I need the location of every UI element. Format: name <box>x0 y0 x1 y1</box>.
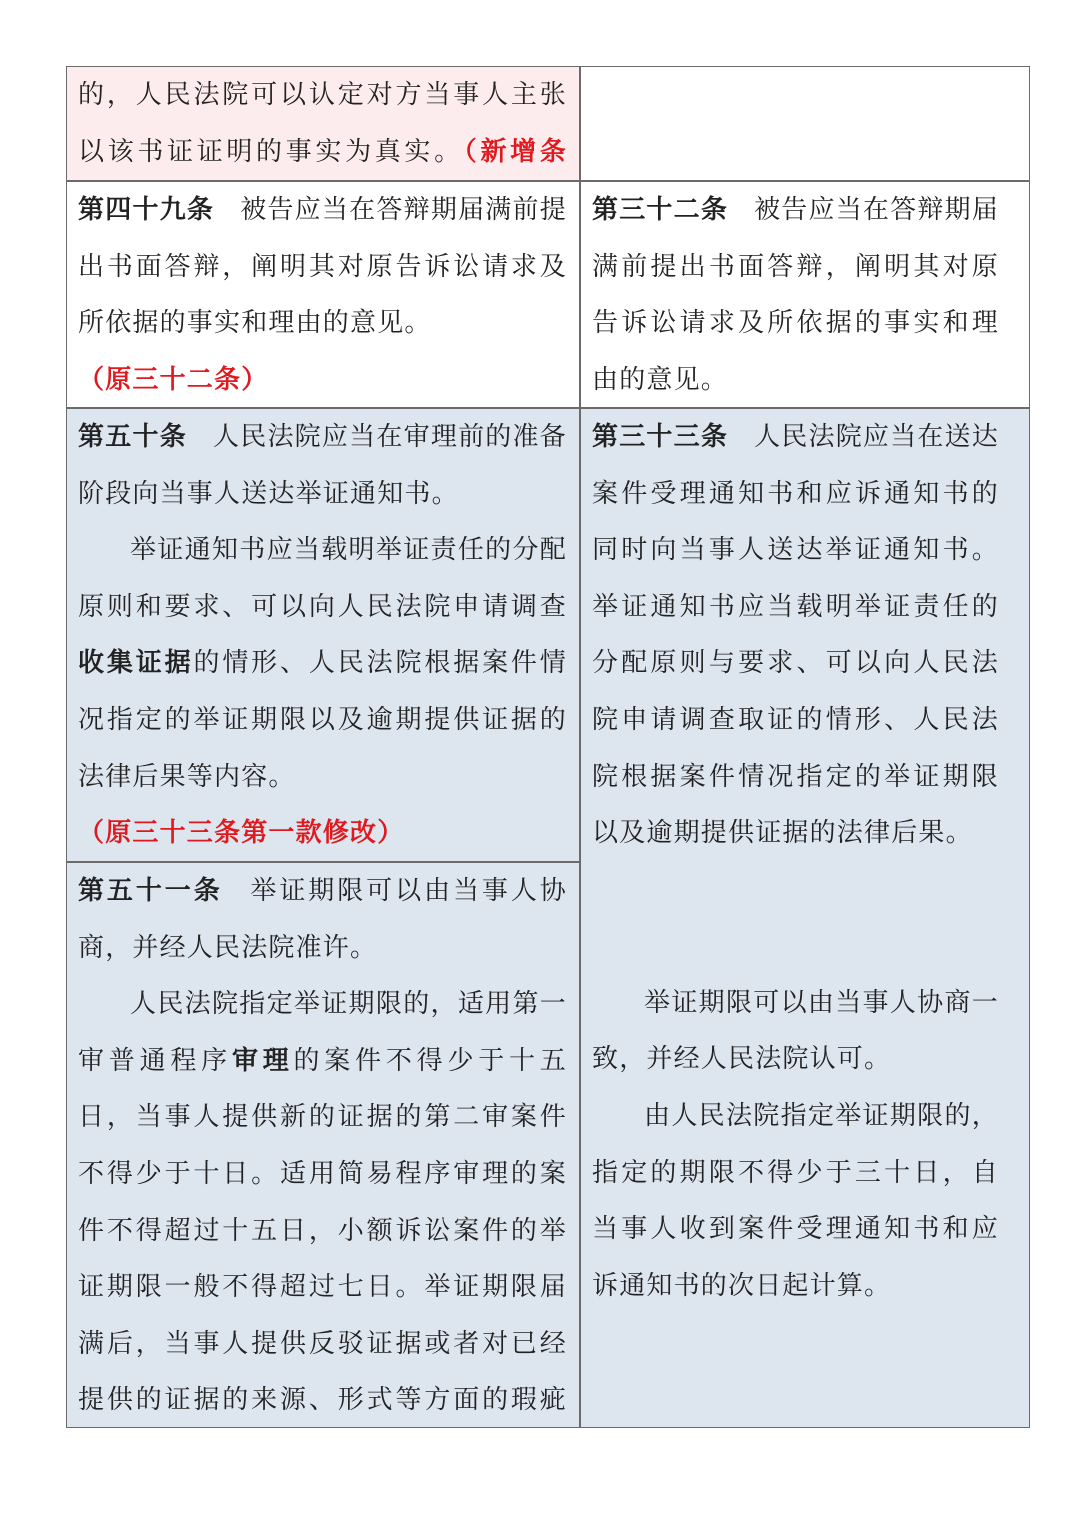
column-divider <box>579 67 581 1427</box>
row1-left-text <box>67 67 579 181</box>
art50-number: 第五十条 <box>78 422 187 452</box>
art51-para2 <box>78 976 567 1427</box>
old-art33-para3: 由人民法院指定举证期限的，指定的期限不得少于三十日，自当事人收到案件受理通知书和应诉通知书的次日起计算。 <box>592 1100 999 1301</box>
old-art32-number: 第三十二条 <box>592 195 729 225</box>
art50-p2-pre: 举证通知书应当载明举证责任的分配原则和要求、可以向人民法院申请调查 <box>78 535 567 622</box>
old-art33-number: 第三十三条 <box>592 422 729 452</box>
art50-body: 人民法院应当在审理前的准备阶段向当事人送达举证通知书。 <box>78 422 567 509</box>
row2-right-cell <box>581 182 1029 407</box>
row3-left-b-cell <box>67 863 579 1427</box>
art51-p2-bold: 审理 <box>231 1045 294 1076</box>
art49-text <box>67 182 579 407</box>
row1-left-body: 的，人民法院可以认定对方当事人主张以该书证证明的事实为真实。 <box>78 80 567 167</box>
art51-body: 举证期限可以由当事人协商，并经人民法院准许。 <box>78 876 567 963</box>
art51-p2-pre: 人民法院指定举证期限的，适用第一审普通程序 <box>78 989 567 1076</box>
old-art33-text <box>581 409 1029 1314</box>
row1-right-cell <box>581 67 1029 181</box>
comparison-table <box>66 66 1030 1428</box>
row1-left-tag: （新增条 <box>463 136 567 167</box>
art49-tag: （原三十二条） <box>78 364 269 395</box>
art50-text <box>67 409 579 861</box>
old-art33-body: 人民法院应当在送达案件受理通知书和应诉通知书的同时向当事人送达举证通知书。举证通知书应当载明举证责任的分配原则与要求、可以向人民法院申请调查取证的情形、人民法院根据案件情况指定的举证期限以及逾期提供证据的法律后果。 <box>592 422 999 849</box>
old-art32-body: 被告应当在答辩期届满前提出书面答辩，阐明其对原告诉讼请求及所依据的事实和理由的意见。 <box>592 195 999 395</box>
art49-body: 被告应当在答辩期届满前提出书面答辩，阐明其对原告诉讼请求及所依据的事实和理由的意见。 <box>78 195 567 339</box>
old-art33-para1 <box>592 409 999 862</box>
row3-left-a-cell <box>67 409 579 861</box>
old-art32-text <box>581 182 1029 407</box>
art50-p2-bold: 收集证据 <box>78 648 194 679</box>
row2-left-cell <box>67 182 579 407</box>
art50-para2 <box>78 522 567 805</box>
art51-number: 第五十一条 <box>78 876 223 906</box>
art50-tag: （原三十三条第一款修改） <box>78 818 405 849</box>
row1-left-cell <box>67 67 579 181</box>
art51-p2-post: 的案件不得少于十五日，当事人提供新的证据的第二审案件不得少于十日。适用简易程序审理的案件不得超过十五日，小额诉讼案件的举证期限一般不得超过七日。举证期限届满后，当事人提供反驳证据或者对已经提供的证据的来源、形式等方面的瑕疵 <box>78 1045 567 1416</box>
old-art33-para2: 举证期限可以由当事人协商一致，并经人民法院认可。 <box>592 987 999 1075</box>
art50-p2-post: 的情形、人民法院根据案件情况指定的举证期限以及逾期提供证据的法律后果等内容。 <box>78 648 567 792</box>
art51-text <box>67 863 579 1427</box>
art50-para1 <box>78 409 567 522</box>
row3-right-cell <box>581 409 1029 1427</box>
art49-number: 第四十九条 <box>78 195 215 225</box>
art51-para1 <box>78 863 567 976</box>
